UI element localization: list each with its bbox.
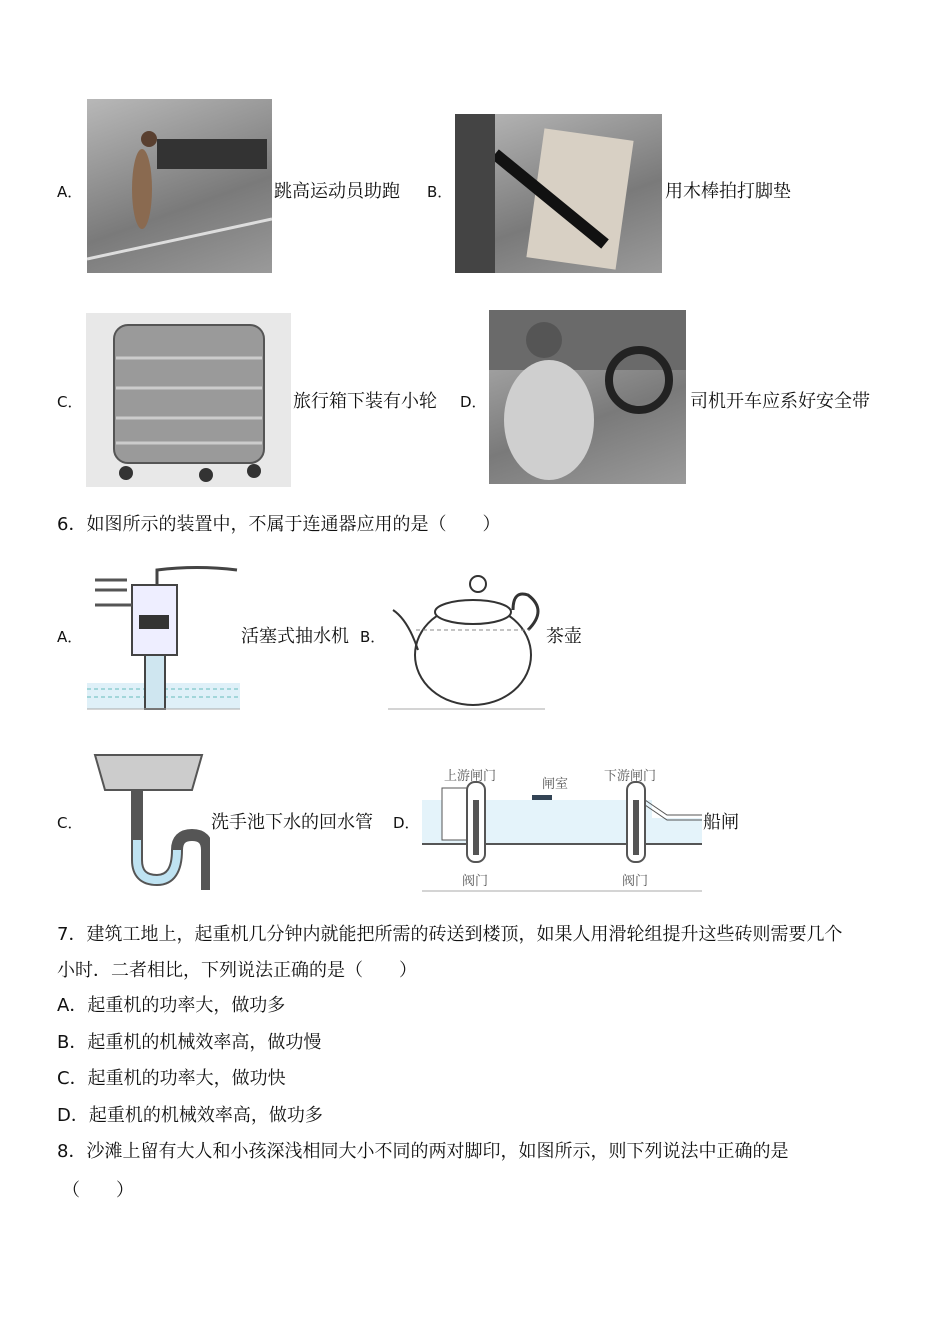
suitcase-image <box>86 313 291 487</box>
q8-stem-line2: （ ） <box>62 1180 134 1201</box>
beating-mat-image <box>455 114 662 273</box>
ship-lock-diagram <box>422 760 702 892</box>
teapot-image <box>388 570 545 710</box>
sink-trap-image <box>87 750 210 890</box>
q5-option-a-text: 跳高运动员助跑 <box>274 181 400 202</box>
valve-left-label: 阀门 <box>462 874 489 889</box>
q5-option-b-letter: B． <box>427 183 453 201</box>
q6-option-c-text: 洗手池下水的回水管 <box>211 812 373 833</box>
q6-stem: 6．如图所示的装置中，不属于连通器应用的是（ ） <box>57 514 501 535</box>
q7-option-d: D．起重机的机械效率高，做功多 <box>57 1105 323 1126</box>
downstream-gate-label: 下游闸门 <box>604 769 657 784</box>
q6-option-a-text: 活塞式抽水机 <box>241 626 349 647</box>
valve-right-label: 阀门 <box>622 874 649 889</box>
q7-stem-line2: 小时．二者相比，下列说法正确的是（ ） <box>57 960 417 981</box>
q5-option-d-letter: D． <box>460 393 487 411</box>
driver-seatbelt-image <box>489 310 686 484</box>
q5-option-c-letter: C． <box>57 393 83 411</box>
q7-option-c: C．起重机的功率大，做功快 <box>57 1068 286 1089</box>
q6-option-b-text: 茶壶 <box>546 626 582 647</box>
q7-option-a: A．起重机的功率大，做功多 <box>57 995 286 1016</box>
q5-option-b-text: 用木棒拍打脚垫 <box>665 181 791 202</box>
q6-option-b-letter: B． <box>360 628 386 646</box>
q6-option-c-letter: C． <box>57 814 83 832</box>
q7-option-b: B．起重机的机械效率高，做功慢 <box>57 1032 322 1053</box>
q5-option-d-text: 司机开车应系好安全带 <box>690 391 870 412</box>
q6-option-a-letter: A． <box>57 628 83 646</box>
q6-option-d-letter: D． <box>393 814 420 832</box>
piston-pump-image <box>87 565 240 710</box>
upstream-gate-label: 上游闸门 <box>444 769 497 784</box>
q7-stem-line1: 7．建筑工地上，起重机几分钟内就能把所需的砖送到楼顶，如果人用滑轮组提升这些砖则需要几个 <box>57 924 843 945</box>
q5-option-a-letter: A． <box>57 183 83 201</box>
lock-chamber-label: 闸室 <box>542 777 569 792</box>
q8-stem-line1: 8．沙滩上留有大人和小孩深浅相同大小不同的两对脚印，如图所示，则下列说法中正确的是 <box>57 1141 789 1162</box>
q6-option-d-text: 船闸 <box>703 812 739 833</box>
high-jump-athlete-image <box>87 99 272 273</box>
q5-option-c-text: 旅行箱下装有小轮 <box>293 391 437 412</box>
